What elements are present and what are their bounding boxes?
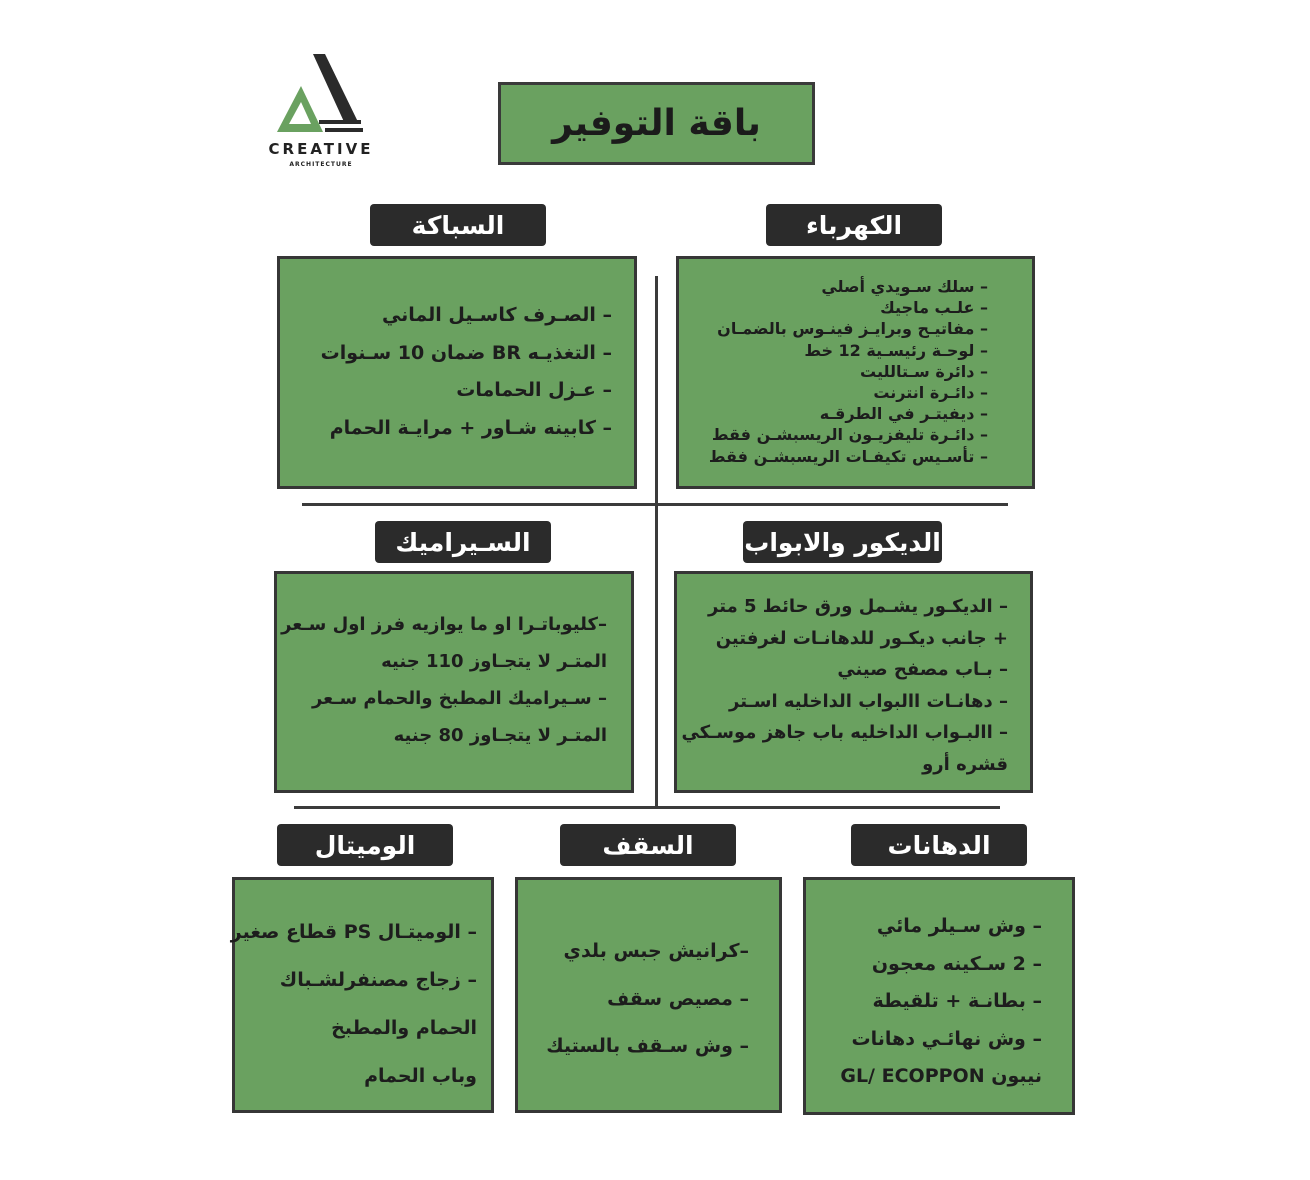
- list-item: – وش نهائـي دهانات: [851, 1027, 1042, 1050]
- list-item: – سـيراميك المطبخ والحمام سـعر: [311, 688, 607, 709]
- list-item: – زجاج مصنفرلشـباك: [279, 969, 477, 991]
- logo-wordmark: CREATIVE: [268, 140, 374, 158]
- list-item: وباب الحمام: [364, 1065, 477, 1087]
- list-item: نيبون GL/ ECOPPON: [840, 1065, 1042, 1087]
- section-box-paints: [803, 877, 1075, 1115]
- logo-triangle-icon: [271, 52, 371, 140]
- list-item: – مصيص سقف: [607, 987, 749, 1010]
- section-header-electricity: الكهرباء: [766, 204, 942, 246]
- section-box-ceramic: [274, 571, 634, 793]
- list-item: – دائـرة انترنت: [873, 383, 988, 403]
- company-logo: [246, 52, 396, 174]
- section-header-aluminium: الوميتال: [277, 824, 453, 866]
- list-item: –كليوباتـرا او ما يوازيه فرز اول سـعر: [281, 614, 607, 635]
- list-item: – ديفيتـر في الطرقـه: [819, 404, 988, 424]
- list-item: – عـزل الحمامات: [456, 379, 612, 401]
- section-header-decor: الديكور والابواب: [743, 521, 942, 563]
- list-item: – لوحـة رئيسـية 12 خط: [804, 340, 988, 360]
- logo-subtitle: ARCHITECTURE: [289, 161, 353, 168]
- page-title-box: [498, 82, 815, 165]
- list-item: – 2 سـكينه معجون: [871, 952, 1042, 975]
- list-item: – التغذيـه BR ضمان 10 سـنوات: [320, 341, 612, 364]
- list-item: –كرانيش جبس بلدي: [563, 940, 749, 962]
- section-box-plumbing: [277, 256, 637, 489]
- list-item: – كابينه شـاور + مرايـة الحمام: [329, 416, 612, 439]
- page-title: باقة التوفير: [552, 103, 761, 144]
- section-header-ceiling: السقف: [560, 824, 736, 866]
- section-box-ceiling: [515, 877, 782, 1113]
- list-item: – الصـرف كاسـيل الماني: [381, 304, 612, 326]
- list-item: المتـر لا يتجـاوز 80 جنيه: [393, 725, 607, 746]
- section-box-electricity: [676, 256, 1035, 489]
- list-item: المتـر لا يتجـاوز 110 جنيه: [381, 651, 607, 672]
- list-item: – تأسـيس تكيفـات الريسبشـن فقط: [708, 446, 988, 466]
- horizontal-divider-bottom: [294, 806, 1000, 809]
- list-item: – الديكـور يشـمل ورق حائط 5 متر: [708, 596, 1008, 617]
- list-item: الحمام والمطبخ: [331, 1017, 477, 1039]
- vertical-divider: [655, 276, 658, 806]
- list-item: – بـاب مصفح صيني: [837, 659, 1008, 680]
- list-item: – دائرة سـتالليت: [860, 361, 988, 381]
- section-header-plumbing: السباكة: [370, 204, 546, 246]
- list-item: قشره أرو: [922, 753, 1008, 775]
- section-box-decor: [674, 571, 1033, 793]
- list-item: – وش سـقف بالستيك: [546, 1035, 749, 1057]
- list-item: – دائـرة تليفزيـون الريسبشـن فقط: [711, 425, 988, 445]
- list-item: – مفاتيـح وبرايـز فينـوس بالضمـان: [717, 319, 988, 339]
- section-header-paints: الدهانات: [851, 824, 1027, 866]
- list-item: – بطانـة + تلقيطة: [872, 990, 1042, 1012]
- list-item: – علـب ماجيك: [880, 298, 988, 318]
- section-box-aluminium: [232, 877, 494, 1113]
- list-item: – الوميتـال PS قطاع صغير: [230, 921, 477, 943]
- list-item: + جانب ديكـور للدهانـات لغرفتين: [715, 627, 1008, 649]
- list-item: – وش سـيلر مائي: [876, 915, 1042, 937]
- horizontal-divider-top: [302, 503, 1008, 506]
- section-header-ceramic: السـيراميك: [375, 521, 551, 563]
- list-item: – دهانـات االبواب الداخليه اسـتر: [729, 690, 1008, 712]
- list-item: – سلك سـويدي أصلي: [821, 277, 988, 296]
- list-item: – االبـواب الداخليه باب جاهز موسـكي: [681, 722, 1008, 743]
